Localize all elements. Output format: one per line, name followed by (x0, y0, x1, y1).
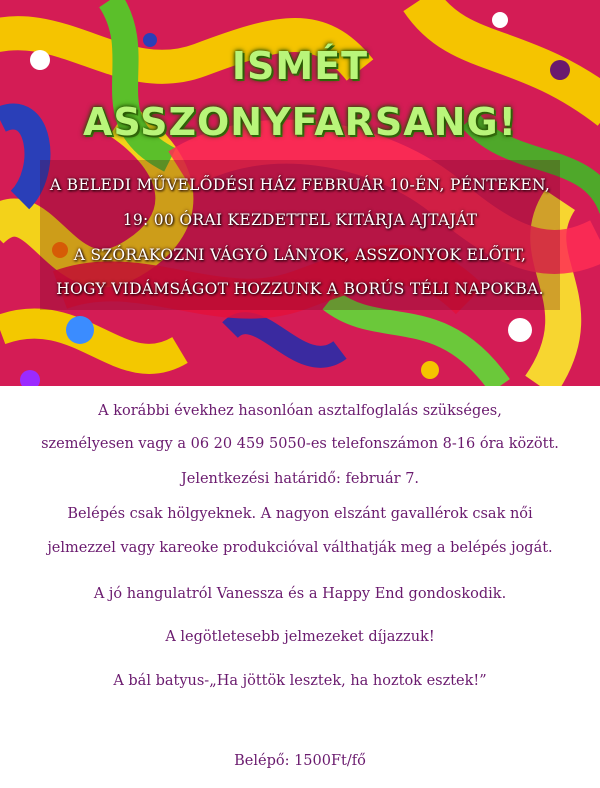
announcement-line: A SZÓRAKOZNI VÁGYÓ LÁNYOK, ASSZONYOK ELŐTT, (73, 246, 527, 264)
details-line: A korábbi évekhez hasonlóan asztalfoglalás szükséges, (98, 403, 502, 419)
details-line: A legötletesebb jelmezeket díjazzuk! (165, 629, 435, 645)
hero-banner (0, 0, 600, 386)
details-line: A bál batyus-„Ha jöttök lesztek, ha hoztok esztek!” (113, 673, 487, 689)
details-line: jelmezzel vagy kareoke produkcióval válthatják meg a belépés jogát. (47, 540, 553, 556)
entry-price: Belépő: 1500Ft/fő (234, 753, 366, 769)
announcement-line: HOGY VIDÁMSÁGOT HOZZUNK A BORÚS TÉLI NAPOKBA. (56, 280, 544, 298)
title-line-2: ASSZONYFARSANG! (83, 100, 517, 144)
details-line: Jelentkezési határidő: február 7. (180, 471, 420, 487)
announcement-line: A BELEDI MŰVELŐDÉSI HÁZ FEBRUÁR 10-ÉN, PÉNTEKEN, (49, 176, 551, 194)
announcement-line: 19: 00 ÓRAI KEZDETTEL KITÁRJA AJTAJÁT (122, 211, 478, 229)
details-line: Belépés csak hölgyeknek. A nagyon elszánt gavallérok csak női (67, 506, 533, 522)
details-line: A jó hangulatról Vanessza és a Happy End gondoskodik. (93, 586, 507, 602)
details-line: személyesen vagy a 06 20 459 5050-es telefonszámon 8-16 óra között. (41, 436, 559, 452)
title-line-1: ISMÉT (231, 44, 369, 88)
